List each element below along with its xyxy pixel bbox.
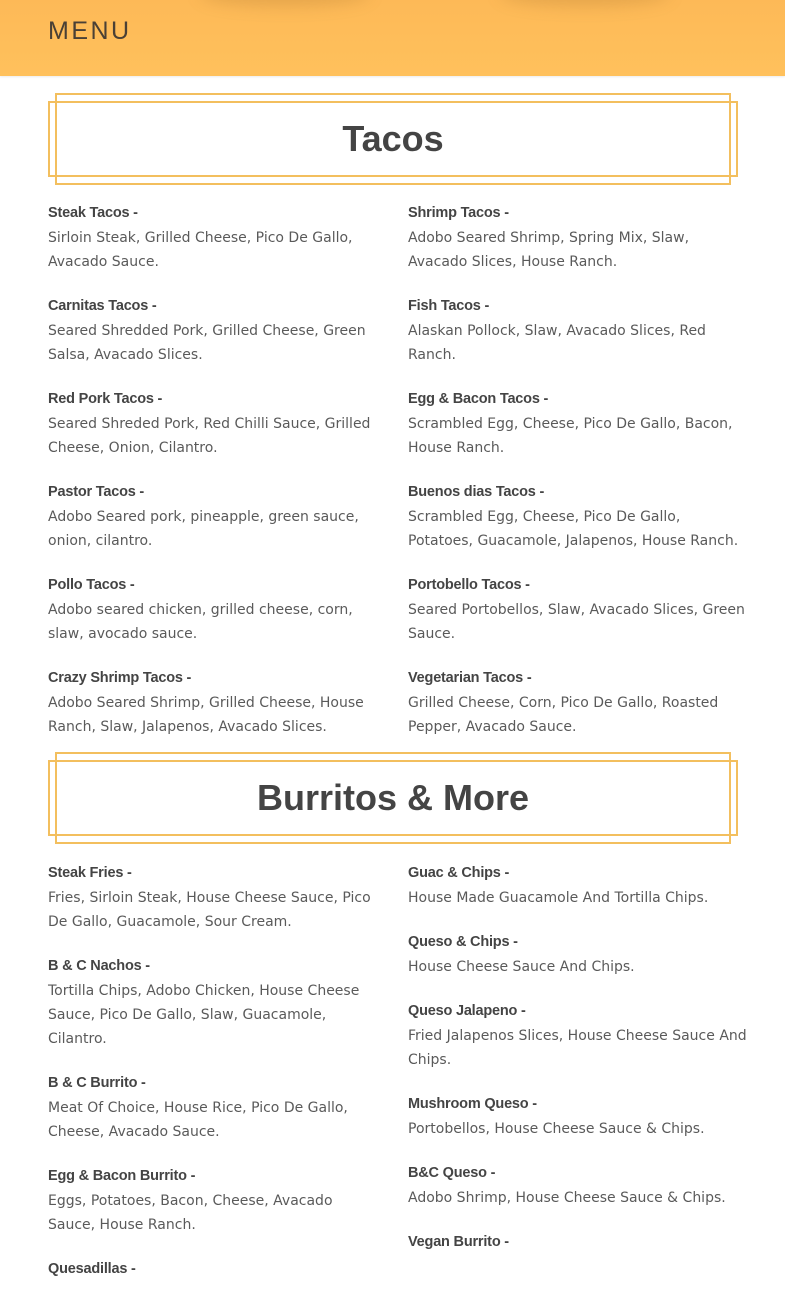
menu-item-description: House Cheese Sauce And Chips. [408, 959, 635, 975]
menu-item-mushroom-queso [408, 1094, 743, 1141]
menu-item-description: Seared Portobellos, Slaw, Avacado Slices, Green Sauce. [408, 602, 745, 642]
burritos-left-column [48, 863, 383, 1301]
menu-item-description: Adobo Seared Shrimp, Spring Mix, Slaw, Avacado Slices, House Ranch. [408, 230, 690, 270]
menu-item-name: Carnitas Tacos - [48, 298, 157, 314]
menu-item-vegan-burrito [408, 1232, 743, 1252]
header-shadow-decoration [200, 0, 370, 6]
menu-item-name: Vegetarian Tacos - [408, 670, 532, 686]
menu-item-steak-fries [48, 863, 383, 934]
menu-item-egg-bacon-burrito [48, 1166, 383, 1237]
menu-item-description: Adobo seared chicken, grilled cheese, corn, slaw, avocado sauce. [48, 602, 353, 642]
menu-item-queso-chips [408, 932, 743, 979]
menu-item-queso-jalapeno [408, 1001, 747, 1072]
menu-item-description: Seared Shredded Pork, Grilled Cheese, Green Salsa, Avacado Slices. [48, 323, 366, 363]
menu-item-name: B&C Queso - [408, 1165, 496, 1181]
menu-item-name: Guac & Chips - [408, 865, 510, 881]
menu-item-quesadillas [48, 1259, 383, 1279]
menu-item-name: Buenos dias Tacos - [408, 484, 545, 500]
menu-item-portobello-tacos [408, 575, 743, 646]
menu-item-carnitas-tacos [48, 296, 383, 367]
menu-item-description: Seared Shreded Pork, Red Chilli Sauce, Grilled Cheese, Onion, Cilantro. [48, 416, 371, 456]
menu-item-name: B & C Nachos - [48, 958, 150, 974]
menu-item-description: Meat Of Choice, House Rice, Pico De Gallo, Cheese, Avacado Sauce. [48, 1100, 348, 1140]
menu-item-pastor-tacos [48, 482, 383, 553]
menu-item-name: Mushroom Queso - [408, 1096, 537, 1112]
menu-item-bc-nachos [48, 956, 383, 1051]
menu-item-bc-burrito [48, 1073, 383, 1144]
menu-item-name: Portobello Tacos - [408, 577, 530, 593]
menu-item-bc-queso [408, 1163, 743, 1210]
header-shadow-decoration [500, 0, 670, 6]
menu-item-description: Tortilla Chips, Adobo Chicken, House Cheese Sauce, Pico De Gallo, Slaw, Guacamole, Cilantro. [48, 983, 360, 1047]
tacos-section-title: Tacos [342, 118, 444, 159]
menu-item-buenos-dias-tacos [408, 482, 743, 553]
menu-item-name: Steak Fries - [48, 865, 132, 881]
menu-item-description: Sirloin Steak, Grilled Cheese, Pico De Gallo, Avacado Sauce. [48, 230, 353, 270]
menu-item-description: Portobellos, House Cheese Sauce & Chips. [408, 1121, 705, 1137]
menu-item-description: Fried Jalapenos Slices, House Cheese Sauce And Chips. [408, 1028, 747, 1068]
menu-item-description: Adobo Seared Shrimp, Grilled Cheese, House Ranch, Slaw, Jalapenos, Avacado Slices. [48, 695, 364, 735]
tacos-right-column [408, 203, 743, 761]
menu-item-description: Alaskan Pollock, Slaw, Avacado Slices, Red Ranch. [408, 323, 706, 363]
menu-item-name: Fish Tacos - [408, 298, 490, 314]
menu-toggle[interactable]: MENU [48, 17, 132, 45]
burritos-section-title: Burritos & More [256, 777, 530, 818]
tacos-left-column [48, 203, 383, 761]
menu-item-egg-bacon-tacos [408, 389, 743, 460]
menu-item-name: Vegan Burrito - [408, 1234, 509, 1250]
menu-item-guac-chips [408, 863, 743, 910]
menu-item-description: House Made Guacamole And Tortilla Chips. [408, 890, 709, 906]
menu-item-name: Egg & Bacon Tacos - [408, 391, 549, 407]
menu-item-name: Quesadillas - [48, 1261, 136, 1277]
menu-item-description: Scrambled Egg, Cheese, Pico De Gallo, Bacon, House Ranch. [408, 416, 733, 456]
menu-item-name: Steak Tacos - [48, 205, 138, 221]
menu-item-name: Queso & Chips - [408, 934, 518, 950]
menu-item-description: Scrambled Egg, Cheese, Pico De Gallo, Potatoes, Guacamole, Jalapenos, House Ranch. [408, 509, 739, 549]
menu-item-name: Pastor Tacos - [48, 484, 145, 500]
menu-item-description: Adobo Seared pork, pineapple, green sauce, onion, cilantro. [48, 509, 359, 549]
menu-item-name: Pollo Tacos - [48, 577, 135, 593]
menu-item-pollo-tacos [48, 575, 383, 646]
menu-item-crazy-shrimp-tacos [48, 668, 383, 739]
menu-item-name: B & C Burrito - [48, 1075, 146, 1091]
menu-item-shrimp-tacos [408, 203, 743, 274]
menu-item-name: Shrimp Tacos - [408, 205, 509, 221]
menu-item-steak-tacos [48, 203, 383, 274]
burritos-right-column [408, 863, 747, 1274]
menu-item-description: Adobo Shrimp, House Cheese Sauce & Chips. [408, 1190, 726, 1206]
site-header [0, 0, 785, 76]
menu-item-description: Eggs, Potatoes, Bacon, Cheese, Avacado Sauce, House Ranch. [48, 1193, 333, 1233]
menu-item-vegetarian-tacos [408, 668, 743, 739]
menu-item-red-pork-tacos [48, 389, 383, 460]
menu-item-name: Crazy Shrimp Tacos - [48, 670, 192, 686]
menu-item-name: Queso Jalapeno - [408, 1003, 526, 1019]
menu-item-name: Red Pork Tacos - [48, 391, 163, 407]
menu-item-description: Grilled Cheese, Corn, Pico De Gallo, Roasted Pepper, Avacado Sauce. [408, 695, 719, 735]
menu-item-fish-tacos [408, 296, 743, 367]
burritos-section-banner [48, 752, 738, 828]
menu-item-description: Fries, Sirloin Steak, House Cheese Sauce, Pico De Gallo, Guacamole, Sour Cream. [48, 890, 371, 930]
tacos-section-banner [48, 93, 738, 169]
menu-item-name: Egg & Bacon Burrito - [48, 1168, 196, 1184]
